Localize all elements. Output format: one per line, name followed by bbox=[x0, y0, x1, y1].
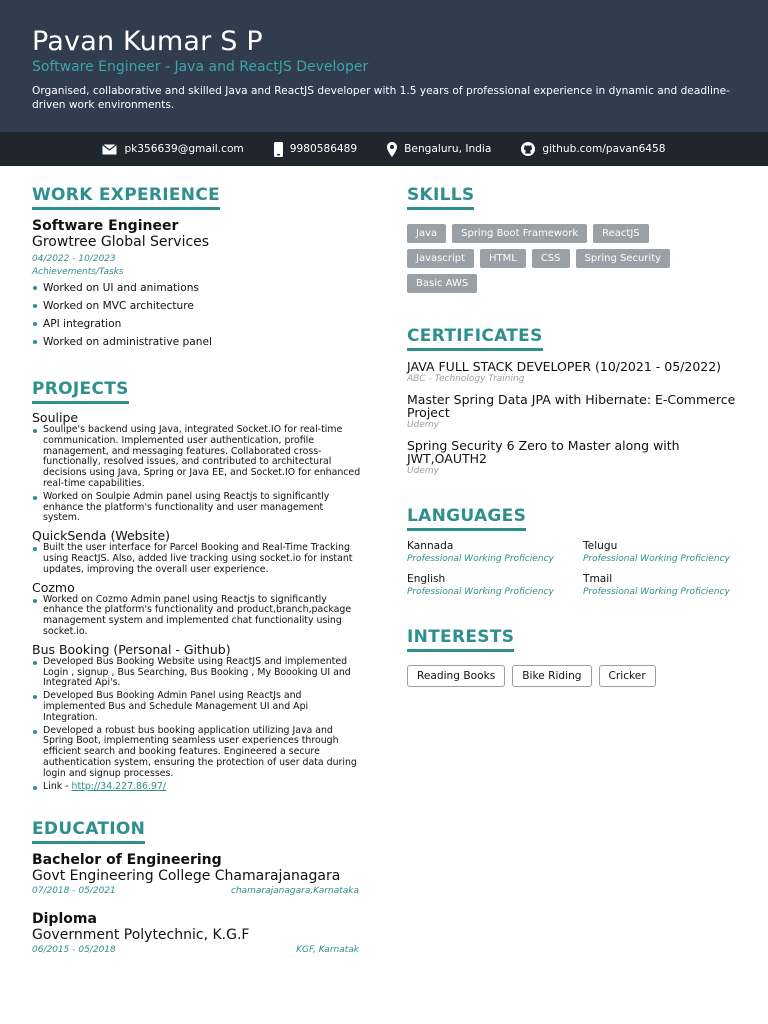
certificate-name: Spring Security 6 Zero to Master along with JWT,OAUTH2 bbox=[407, 438, 680, 466]
project-name: Soulipe bbox=[32, 410, 79, 425]
certificate-entry bbox=[407, 393, 737, 431]
list-item: Developed a robust bus booking application utilizing Java and Spring Boot, implementing seamless user experiences through efficient search and booking features. Engineered a secure authentication system, ensuring the protection of user data during login and signup processes. bbox=[32, 726, 362, 780]
language-level: Professional Working Proficiency bbox=[407, 587, 554, 597]
contact-bar bbox=[0, 132, 768, 166]
language-name: Tmail bbox=[583, 573, 613, 585]
language-entry bbox=[583, 539, 743, 565]
phone-text: 9980586489 bbox=[289, 143, 358, 155]
education-location: chamarajanagara,Karnataka bbox=[231, 886, 359, 897]
summary: Organised, collaborative and skilled Java and ReactJS developer with 1.5 years of professional experience in dynamic and deadline-driven work environments. bbox=[32, 85, 730, 111]
interests-section bbox=[407, 626, 737, 687]
skill-tag: Javascript bbox=[407, 249, 474, 268]
education-dates: 06/2015 - 05/2018 bbox=[32, 945, 116, 956]
project-link[interactable]: http://34.227.86.97/ bbox=[71, 780, 167, 792]
skill-tag: HTML bbox=[480, 249, 526, 268]
skill-tag: Basic AWS bbox=[407, 274, 477, 293]
section-title-work: WORK EXPERIENCE bbox=[32, 184, 220, 210]
certificate-entry bbox=[407, 439, 737, 477]
list-item: Worked on UI and animations bbox=[32, 279, 362, 297]
language-entry bbox=[407, 572, 583, 598]
section-title-skills: SKILLS bbox=[407, 184, 474, 210]
languages-section bbox=[407, 505, 737, 598]
interest-tags bbox=[407, 665, 737, 687]
language-grid bbox=[407, 539, 737, 598]
skill-tag: Java bbox=[407, 224, 446, 243]
list-item: Worked on administrative panel bbox=[32, 333, 362, 351]
project-details bbox=[32, 425, 362, 524]
education-meta bbox=[32, 885, 359, 898]
education-location: KGF, Karnatak bbox=[296, 945, 359, 956]
certificates-section bbox=[407, 325, 737, 477]
interest-tag: Cricker bbox=[599, 665, 656, 687]
list-item bbox=[32, 782, 362, 793]
projects-section bbox=[32, 378, 362, 792]
education-entry bbox=[32, 852, 362, 898]
interest-tag: Bike Riding bbox=[512, 665, 591, 687]
work-experience-section bbox=[32, 184, 362, 351]
list-item: Worked on MVC architecture bbox=[32, 297, 362, 315]
skill-tag: Spring Security bbox=[576, 249, 671, 268]
project-name: Bus Booking (Personal - Github) bbox=[32, 641, 231, 657]
location-text: Bengaluru, India bbox=[404, 143, 492, 155]
contact-github[interactable] bbox=[521, 142, 665, 156]
skill-tags bbox=[407, 224, 707, 293]
certificate-entry bbox=[407, 360, 737, 385]
education-entry bbox=[32, 911, 362, 957]
certificate-name: JAVA FULL STACK DEVELOPER (10/2021 - 05/2022) bbox=[407, 359, 722, 374]
language-name: English bbox=[407, 573, 446, 585]
contact-phone[interactable] bbox=[274, 142, 357, 157]
achievements-label: Achievements/Tasks bbox=[32, 267, 124, 277]
list-item: Soulipe's backend using Java, integrated Socket.IO for real-time communication. Implemented user authentication, profile management, and messaging features. Collaborated cross-functionally, resolved issues, and contributed to architectural decisions using Java, Spring or Java EE, and Socket.IO for enhanced real-time capabilities. bbox=[32, 425, 362, 490]
language-level: Professional Working Proficiency bbox=[583, 587, 730, 597]
work-task-list bbox=[32, 279, 362, 351]
skill-tag: Spring Boot Framework bbox=[452, 224, 587, 243]
job-dates: 04/2022 - 10/2023 bbox=[32, 254, 116, 264]
list-item: Developed Bus Booking Website using ReactJS and implemented Login , signup , Bus Searching, Bus Booking , My Boooking UI and Integrated Api's. bbox=[32, 657, 362, 689]
school: Government Polytechnic, K.G.F bbox=[32, 927, 250, 944]
list-item: Worked on Soulpie Admin panel using Reactjs to significantly enhance the platform's functionality and user management system. bbox=[32, 492, 362, 524]
project-name: Cozmo bbox=[32, 579, 75, 595]
list-item: API integration bbox=[32, 315, 362, 333]
education-section bbox=[32, 818, 362, 957]
education-dates: 07/2018 - 05/2021 bbox=[32, 886, 116, 897]
language-name: Telugu bbox=[583, 540, 618, 552]
right-column bbox=[407, 184, 737, 687]
skills-section bbox=[407, 184, 737, 293]
skill-tag: CSS bbox=[532, 249, 570, 268]
certificate-issuer: Udemy bbox=[407, 420, 439, 430]
resume-header bbox=[0, 0, 768, 132]
section-title-languages: LANGUAGES bbox=[407, 505, 526, 531]
interest-tag: Reading Books bbox=[407, 665, 505, 687]
skill-tag: ReactJS bbox=[593, 224, 649, 243]
candidate-name: Pavan Kumar S P bbox=[32, 26, 263, 57]
language-entry bbox=[583, 572, 743, 598]
github-icon bbox=[521, 142, 535, 156]
language-name: Kannada bbox=[407, 540, 454, 552]
list-item: Built the user interface for Parcel Booking and Real-Time Tracking using ReactJS. Also, added live tracking using socket.io for instant updates, improving the overall user experience. bbox=[32, 543, 362, 575]
contact-location bbox=[387, 142, 491, 157]
degree: Bachelor of Engineering bbox=[32, 852, 222, 869]
contact-email[interactable] bbox=[102, 143, 243, 155]
phone-icon bbox=[274, 142, 283, 157]
candidate-title: Software Engineer - Java and ReactJS Developer bbox=[32, 59, 369, 75]
list-item: Developed Bus Booking Admin Panel using ReactJs and implemented Bus and Schedule Management UI and Api Integration. bbox=[32, 691, 362, 723]
certificate-issuer: ABC - Technology Training bbox=[407, 374, 525, 384]
project-details bbox=[32, 595, 362, 638]
section-title-certificates: CERTIFICATES bbox=[407, 325, 543, 351]
certificate-issuer: Udemy bbox=[407, 466, 439, 476]
github-text: github.com/pavan6458 bbox=[542, 143, 666, 155]
email-icon bbox=[102, 144, 117, 155]
language-level: Professional Working Proficiency bbox=[583, 554, 730, 564]
education-meta bbox=[32, 944, 359, 957]
project-details bbox=[32, 657, 362, 793]
job-title: Software Engineer bbox=[32, 218, 179, 234]
project-details bbox=[32, 543, 362, 575]
section-title-education: EDUCATION bbox=[32, 818, 145, 844]
location-pin-icon bbox=[387, 142, 397, 157]
degree: Diploma bbox=[32, 911, 97, 928]
company-name: Growtree Global Services bbox=[32, 234, 210, 250]
link-label: Link - bbox=[43, 780, 72, 792]
left-column bbox=[32, 184, 362, 957]
certificate-name: Master Spring Data JPA with Hibernate: E-Commerce Project bbox=[407, 392, 736, 420]
section-title-interests: INTERESTS bbox=[407, 626, 514, 652]
language-entry bbox=[407, 539, 583, 565]
email-text: pk356639@gmail.com bbox=[124, 143, 244, 155]
list-item: Worked on Cozmo Admin panel using Reactjs to significantly enhance the platform's functionality and product,branch,package management system and implemented chat functionality using socket.io. bbox=[32, 595, 362, 638]
project-name: QuickSenda (Website) bbox=[32, 528, 171, 544]
school: Govt Engineering College Chamarajanagara bbox=[32, 868, 341, 885]
language-level: Professional Working Proficiency bbox=[407, 554, 554, 564]
section-title-projects: PROJECTS bbox=[32, 378, 129, 404]
